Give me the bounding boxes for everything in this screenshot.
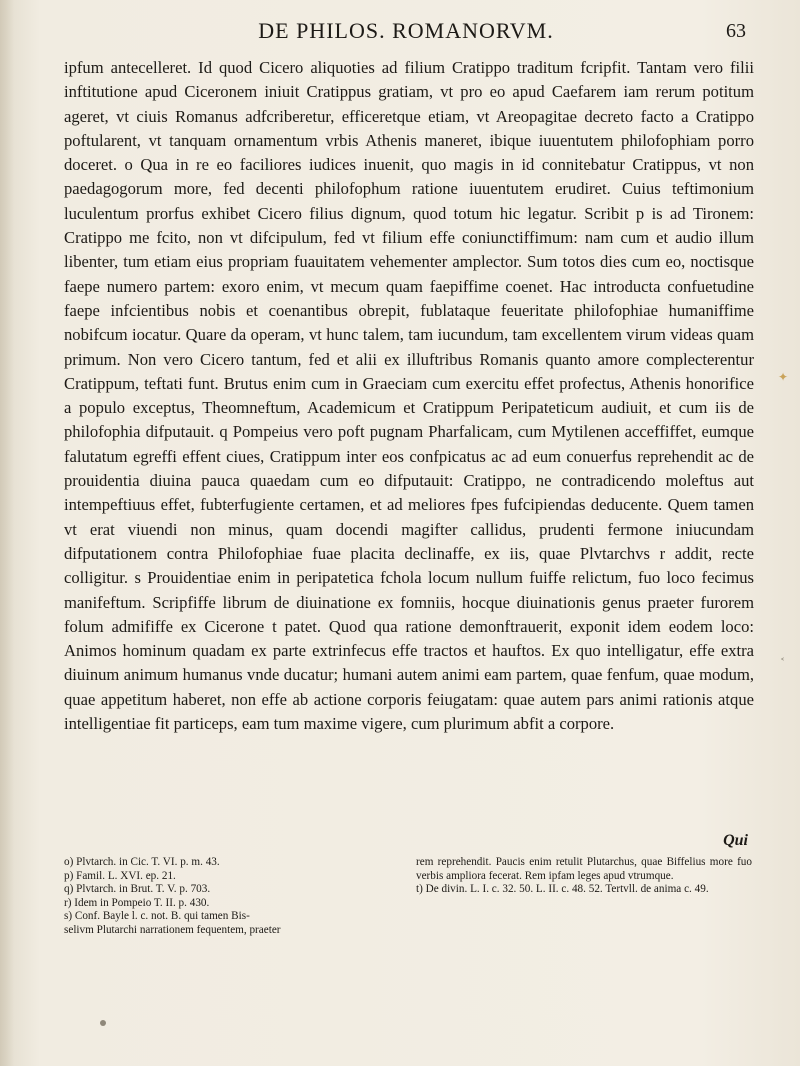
footnote: selivm Plutarchi narrationem fequentem, praeter — [64, 923, 281, 936]
main-text — [64, 56, 754, 736]
page-number: 63 — [726, 20, 746, 42]
footnote: r) Idem in Pompeio T. II. p. 430. — [64, 896, 210, 909]
footnotes-right-column — [416, 856, 752, 897]
body-paragraph: ipfum antecelleret. Id quod Cicero aliquoties ad filium Cratippo traditum fcripfit. Tantam vero filii inftitutione apud Ciceronem iniuit Cratippus gratiam, vt pro eo apud Caefarem iam rerum potitum ageret, vt ciuis Romanus adfcriberetur, efficeretque etiam, vt Areopagitae decreto facto a Cratippo poftularent, vt tanquam ornamentum vrbis Athenis maneret, ibique iuuentutem philofophiam porro doceret. o Qua in re eo faciliores iudices inuenit, quo magis in id connitebatur Cratippus, vt non paedagogorum more, fed decenti philofophum ratione iuuentutem erudiret. Cuius teftimonium luculentum prorfus exhibet Cicero filius dignum, quod totum hic legatur. Scribit p is ad Tironem: Cratippo me fcito, non vt difcipulum, fed vt filium effe coniunctiffimum: nam cum et audio illum libenter, tum etiam eius propriam fuauitatem vehementer amplector. Sum totos dies cum eo, noctisque faepe numero partem: exoro enim, vt mecum quam faepiffime coenet. Hac introducta confuetudine faepe infcientibus nobis et coenantibus obrepit, fublataque feueritate philofophiae humaniffime nobifcum iocatur. Quare da operam, vt hunc talem, tam iucundum, tam excellentem virum videas quam primum. Non vero Cicero tantum, fed et alii ex illuftribus Romanis quanto amore complecterentur Cratippum, teftati funt. Brutus enim cum in Graeciam cum exercitu effet profectus, Athenis honorifice a populo exceptus, Theomneftum, Academicum et Cratippum Peripateticum audiuit, et cum iis de philofophia difputauit. q Pompeius vero poft pugnam Pharfalicam, cum Mytilenen acceffiffet, eumque falutatum egreffi effent ciues, Cratippum inter eos confpicatus ac ad eum conuerfus reprehendit ac de prouidentia diuina pauca quaedam cum eo difputauit: Cratippo, ne contradicendo moleftus aut intempeftiuus effet, fubterfugiente certamen, et ad meliores fpes fufcipiendas deducente. Quem tamen vt erat viuendi non minus, quam docendi magifter callidus, prudenti fermone iniucundam difputationem contra Philofophiae fuae placita declinaffe, ex iis, quae Plvtarchvs r addit, recte colligitur. s Prouidentiae enim in peripatetica fchola locum nullum fuiffe relictum, fuo loco fecimus manifeftum. Scripfiffe librum de diuinatione ex fomniis, hocque diuinationis genus praeter furorem folum admififfe ex Cicerone t patet. Quod qua ratione demonftrauerit, exponit idem eodem loco: Animos hominum quadam ex parte extrinfecus effe tractos et hauftos. Ex quo intelligatur, effe extra diuinum animum humanus vnde ducatur; humani autem animi eam partem, quae fenfum, quae modum, quae appetitum haberet, non effe ab actione corporis feiugatam: quae autem pars animi rationis atque intelligentiae fit particeps, eam tum maxime vigere, cum plurimum abfit a corpore. — [64, 58, 754, 734]
footnote: rem reprehendit. Paucis enim retulit Plutarchus, quae Biffelius more fuo verbis ampliora fecerat. Rem ipfam leges apud vtrumque. — [416, 856, 752, 882]
footnotes-left-column — [64, 856, 394, 938]
footnote: p) Famil. L. XVI. ep. 21. — [64, 869, 176, 882]
footnote: t) De divin. L. I. c. 32. 50. L. II. c. 48. 52. Tertvll. de anima c. 49. — [416, 883, 709, 896]
ink-dot — [100, 1020, 106, 1026]
margin-ink-mark: ˂ — [780, 658, 785, 669]
footnote: s) Conf. Bayle l. c. not. B. qui tamen Bis- — [64, 910, 250, 923]
footnote: o) Plvtarch. in Cic. T. VI. p. m. 43. — [64, 856, 220, 868]
running-header — [66, 18, 746, 48]
page-gutter-shadow — [0, 0, 14, 1066]
running-title: DE PHILOS. ROMANORVM. — [258, 18, 554, 43]
margin-stain-mark: ✦ — [778, 370, 789, 384]
catchword: Qui — [723, 832, 748, 849]
footnote: q) Plvtarch. in Brut. T. V. p. 703. — [64, 883, 211, 896]
